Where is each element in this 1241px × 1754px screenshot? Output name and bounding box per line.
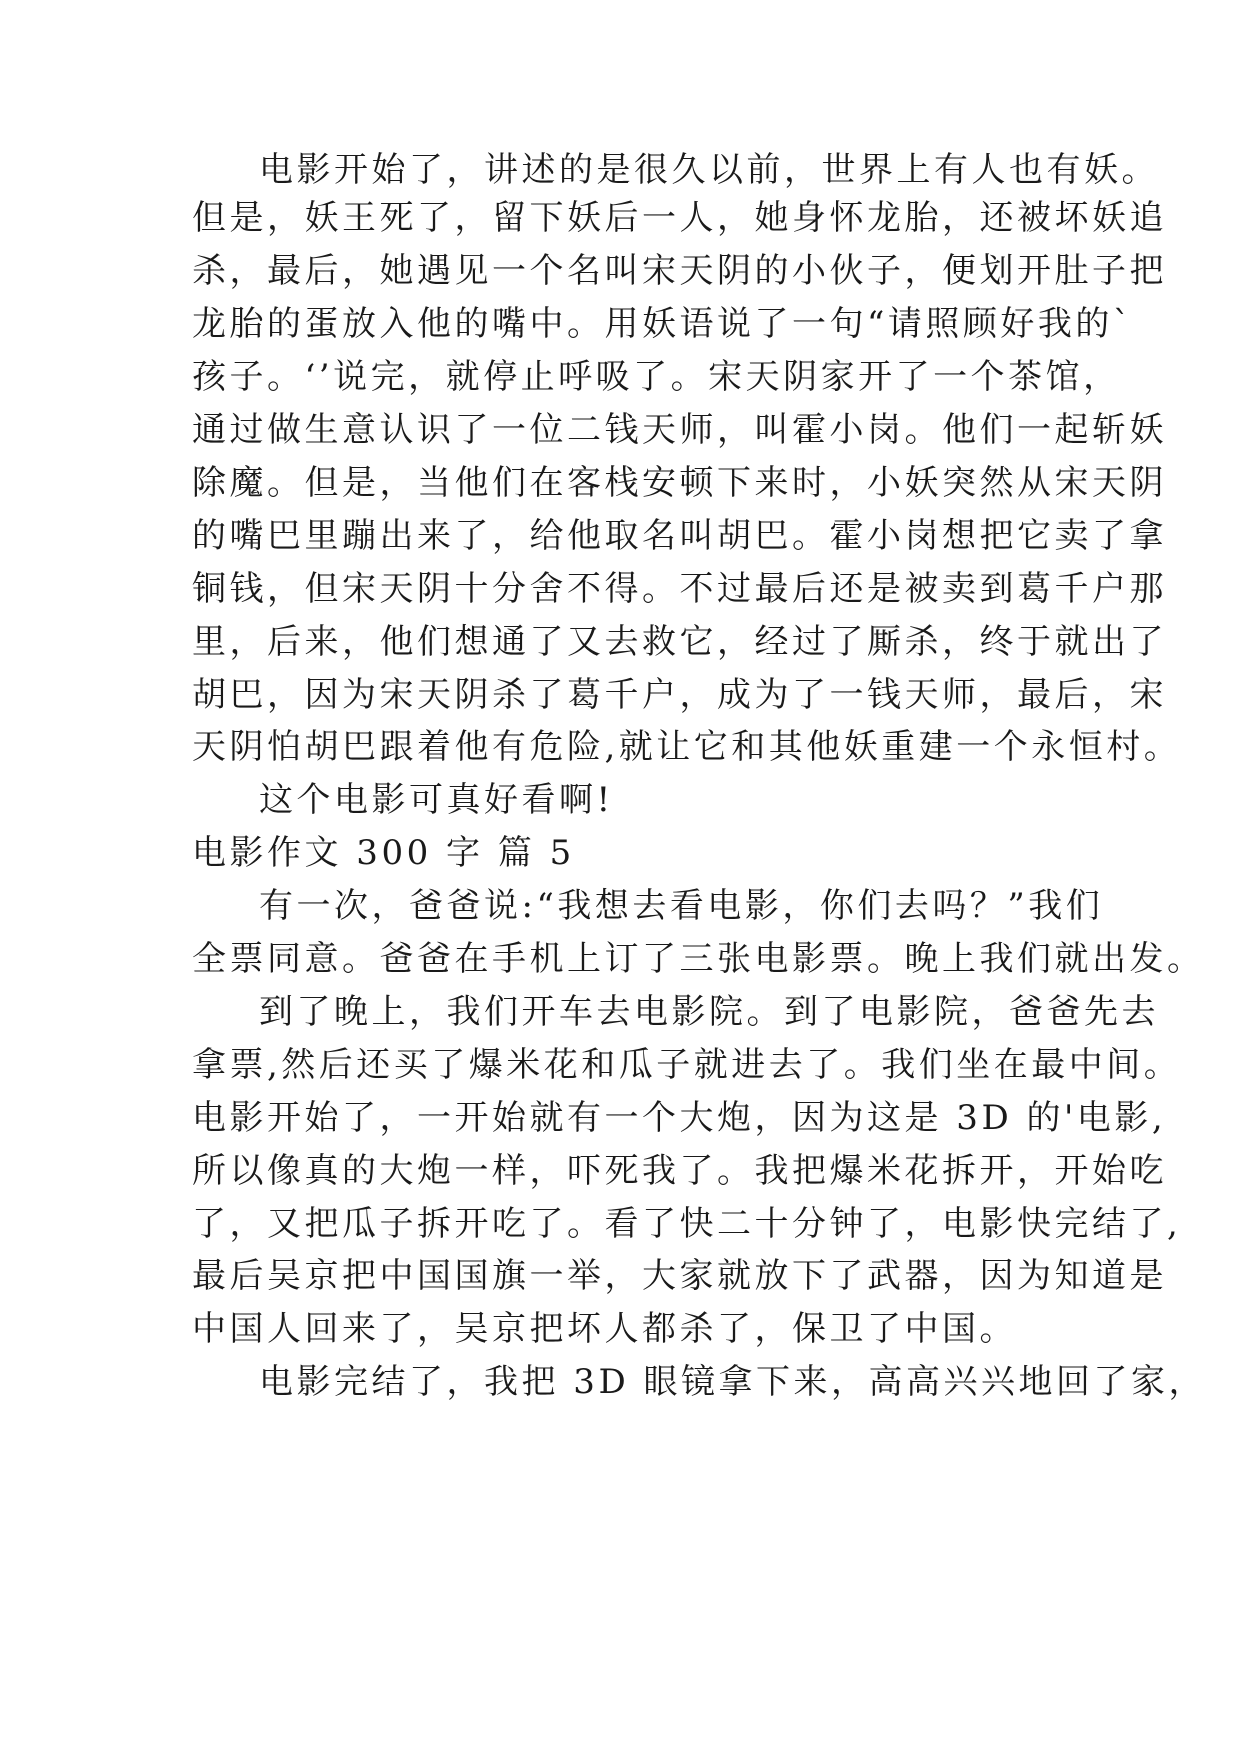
- paragraph-line: 杀，最后，她遇见一个名叫宋天阴的小伙子，便划开肚子把: [192, 251, 1167, 291]
- paragraph-line: 电影开始了，讲述的是很久以前，世界上有人也有妖。: [259, 150, 1159, 190]
- paragraph-line: 所以像真的大炮一样，吓死我了。我把爆米花拆开，开始吃: [192, 1151, 1167, 1191]
- paragraph-line: 电影完结了，我把 3D 眼镜拿下来，高高兴兴地回了家，: [259, 1362, 1207, 1402]
- paragraph-line: 胡巴，因为宋天阴杀了葛千户，成为了一钱天师，最后，宋: [192, 675, 1167, 715]
- paragraph-line: 天阴怕胡巴跟着他有危险,就让它和其他妖重建一个永恒村。: [192, 727, 1182, 767]
- paragraph-line: 里，后来，他们想通了又去救它，经过了厮杀，终于就出了: [192, 622, 1167, 662]
- paragraph-line: 有一次，爸爸说:“我想去看电影，你们去吗？”我们: [259, 886, 1104, 926]
- paragraph-line: 这个电影可真好看啊!: [259, 780, 614, 820]
- paragraph-line: 了，又把瓜子拆开吃了。看了快二十分钟了，电影快完结了,: [192, 1204, 1182, 1244]
- paragraph-line: 龙胎的蛋放入他的嘴中。用妖语说了一句“请照顾好我的`: [192, 304, 1134, 344]
- paragraph-line: 全票同意。爸爸在手机上订了三张电影票。晚上我们就出发。: [192, 939, 1205, 979]
- paragraph-line: 除魔。但是，当他们在客栈安顿下来时，小妖突然从宋天阴: [192, 463, 1167, 503]
- paragraph-line: 到了晚上，我们开车去电影院。到了电影院，爸爸先去: [259, 992, 1159, 1032]
- paragraph-line: 电影开始了，一开始就有一个大炮，因为这是 3D 的'电影,: [192, 1098, 1167, 1138]
- paragraph-line: 但是，妖王死了，留下妖后一人，她身怀龙胎，还被坏妖追: [192, 198, 1167, 238]
- paragraph-line: 拿票,然后还买了爆米花和瓜子就进去了。我们坐在最中间。: [192, 1045, 1182, 1085]
- paragraph-line: 中国人回来了，吴京把坏人都杀了，保卫了中国。: [192, 1309, 1017, 1349]
- section-heading: 电影作文 300 字 篇 5: [192, 833, 575, 873]
- paragraph-line: 孩子。‘’说完，就停止呼吸了。宋天阴家开了一个茶馆，: [192, 357, 1121, 397]
- paragraph-line: 的嘴巴里蹦出来了，给他取名叫胡巴。霍小岗想把它卖了拿: [192, 516, 1167, 556]
- paragraph-line: 通过做生意认识了一位二钱天师，叫霍小岗。他们一起斩妖: [192, 410, 1167, 450]
- paragraph-line: 最后吴京把中国国旗一举，大家就放下了武器，因为知道是: [192, 1256, 1167, 1296]
- paragraph-line: 铜钱，但宋天阴十分舍不得。不过最后还是被卖到葛千户那: [192, 569, 1167, 609]
